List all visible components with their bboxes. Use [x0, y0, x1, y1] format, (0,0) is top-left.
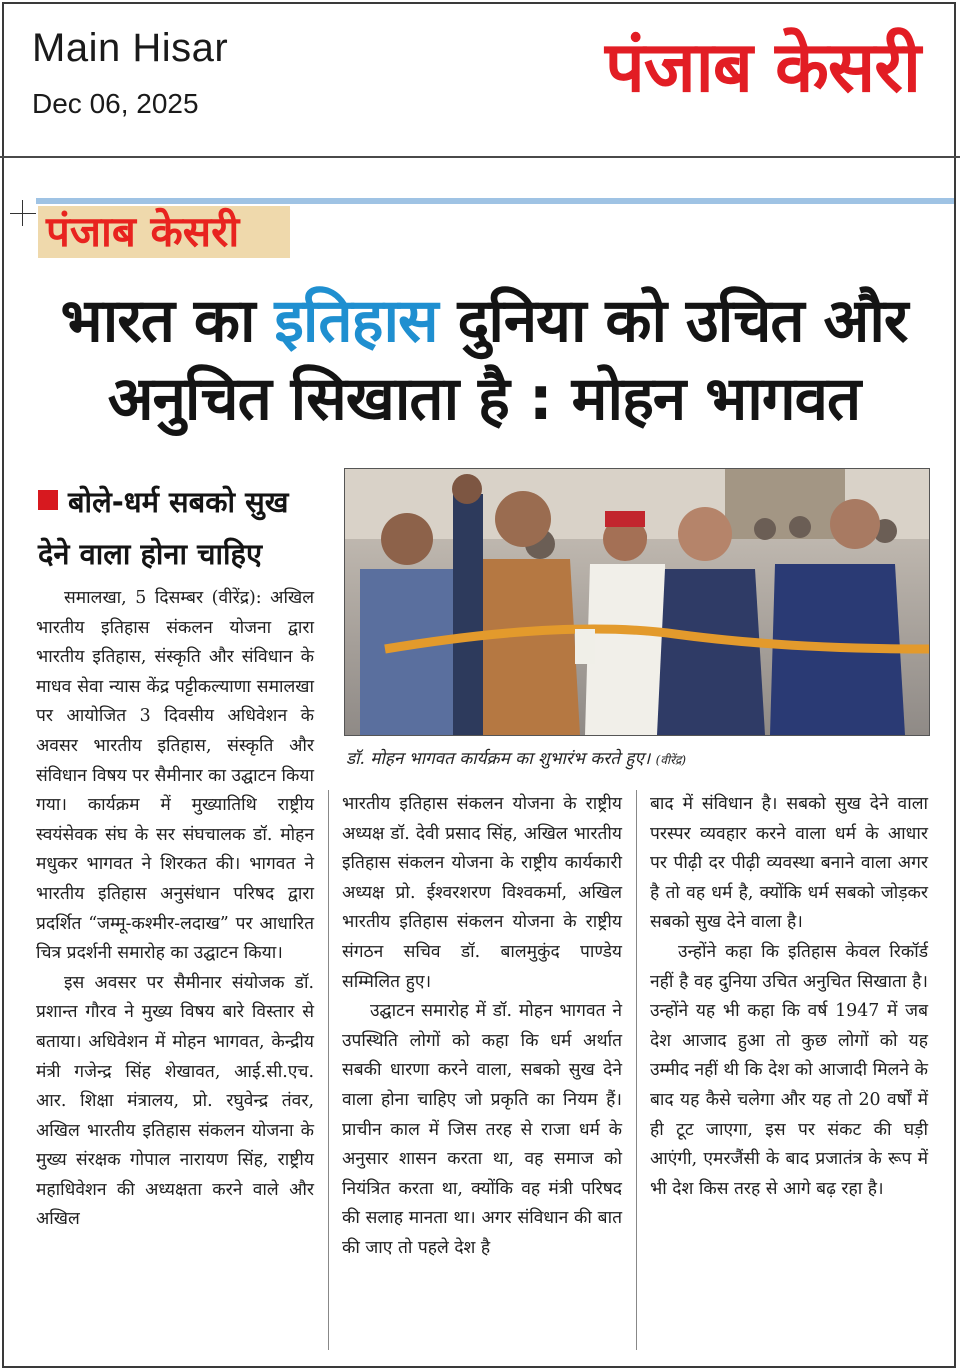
paragraph: बाद में संविधान है। सबको सुख देने वाला परस्पर व्यवहार करने वाला धर्म के आधार पर पीढ़ी दर पीढ़ी व्यवस्था बनाने वाला अगर है तो वह धर्म है, क्योंकि धर्म सबको जोड़कर सबको सुख देने वाला है।	[650, 794, 928, 933]
edition-name: Main Hisar	[32, 26, 229, 70]
column-divider	[636, 790, 637, 1350]
article-headline	[34, 282, 934, 438]
article-column-1	[36, 584, 314, 1235]
photo-caption	[346, 746, 946, 769]
paragraph: उन्होंने कहा कि इतिहास केवल रिकॉर्ड नहीं है वह दुनिया उचित अनुचित सिखाता है। उन्होंने यह भी कहा कि वर्ष 1947 में जब देश आजाद हुआ तो कुछ लोगों को यह उम्मीद नहीं थी कि देश को आजादी मिलने के बाद यह कैसे चलेगा और यह तो 20 वर्षों में ही टूट जाएगा, इस पर संकट की घड़ी आएंगी, एमरजैंसी के बाद प्रजातंत्र के रूप में भी देश किस तरह से आगे बढ़ रहा है।	[650, 941, 928, 1199]
headline-part-1: भारत का	[60, 286, 275, 356]
paragraph: इस अवसर पर सैमीनार संयोजक डॉ. प्रशान्त गौरव ने मुख्य विषय बारे विस्तार से बताया। अधिवेशन में मोहन भागवत, केन्द्रीय मंत्री गजेन्द्र सिंह शेखावत, आई.सी.एच. आर. शिक्षा मंत्रालय, प्रो. रघुवेन्द्र तंवर, अखिल भारतीय इतिहास संकलन योजना के मुख्य संरक्षक गोपाल नारायण सिंह, राष्ट्रीय महाधिवेशन की अध्यक्षता करने वाले और अखिल	[36, 972, 314, 1230]
header-divider	[0, 156, 960, 158]
paragraph: भारतीय इतिहास संकलन योजना के राष्ट्रीय अध्यक्ष डॉ. देवी प्रसाद सिंह, अखिल भारतीय इतिहास संकलन योजना के राष्ट्रीय कार्यकारी अध्यक्ष प्रो. ईश्वरशरण विश्वकर्मा, अखिल भारतीय इतिहास संकलन योजना के राष्ट्रीय संगठन सचिव डॉ. बालमुकुंद पाण्डेय सम्मिलित हुए।	[342, 794, 622, 992]
subheadline-text: बोले-धर्म सबको सुख देने वाला होना चाहिए	[38, 485, 289, 571]
edition-date: Dec 06, 2025	[32, 88, 199, 119]
article-column-2	[342, 790, 622, 1264]
clipping-top-rule	[36, 198, 954, 204]
paragraph: उद्घाटन समारोह में डॉ. मोहन भागवत ने उपस्थिति लोगों को कहा कि धर्म अर्थात सबकी धारणा करने वाला, सबको सुख देने वाला होना चाहिए जो प्रकृति का नियम हैं। प्राचीन काल में जिस तरह से राजा धर्म के अनुसार शासन करता था, वह समाज को नियंत्रित करता था, क्योंकि वह मंत्री परिषद की सलाह मानता था। अगर संविधान की बात की जाए तो पहले देश है	[342, 1001, 622, 1258]
headline-highlight: इतिहास	[274, 286, 438, 356]
article-subheadline	[38, 476, 328, 580]
news-photo	[344, 468, 930, 736]
photo-credit: (वीरेंद्र)	[655, 753, 687, 767]
photo-caption-text: डॉ. मोहन भागवत कार्यक्रम का शुभारंभ करते हुए।	[346, 749, 651, 769]
bullet-square-icon	[38, 490, 58, 510]
headline-part-2: दुनिया को उचित और अनुचित सिखाता है : मोहन भागवत	[107, 286, 908, 434]
article-column-3	[650, 790, 928, 1204]
crop-mark-icon-vertical	[22, 200, 23, 226]
paragraph: समालखा, 5 दिसम्बर (वीरेंद्र): अखिल भारतीय इतिहास संकलन योजना द्वारा भारतीय इतिहास, संस्कृति और संविधान के माधव सेवा न्यास केंद्र पट्टीकल्याणा समालखा पर आयोजित 3 दिवसीय अधिवेशन के अवसर भारतीय इतिहास, संस्कृति और संविधान विषय पर सैमीनार का उद्घाटन किया गया। कार्यक्रम में मुख्यातिथि राष्ट्रीय स्वयंसेवक संघ के सर संघचालक डॉ. मोहन मधुकर भागवत ने शिरकत की। भागवत ने भारतीय इतिहास अनुसंधान परिषद द्वारा प्रदर्शित “जम्मू-कश्मीर-लदाख” पर आधारित चित्र प्रदर्शनी समारोह का उद्घाटन किया।	[36, 588, 314, 964]
clipping-logo: पंजाब केसरी	[46, 207, 240, 256]
crop-mark-icon	[10, 213, 36, 214]
newspaper-logo: पंजाब केसरी	[604, 26, 920, 108]
column-divider	[328, 790, 329, 1350]
